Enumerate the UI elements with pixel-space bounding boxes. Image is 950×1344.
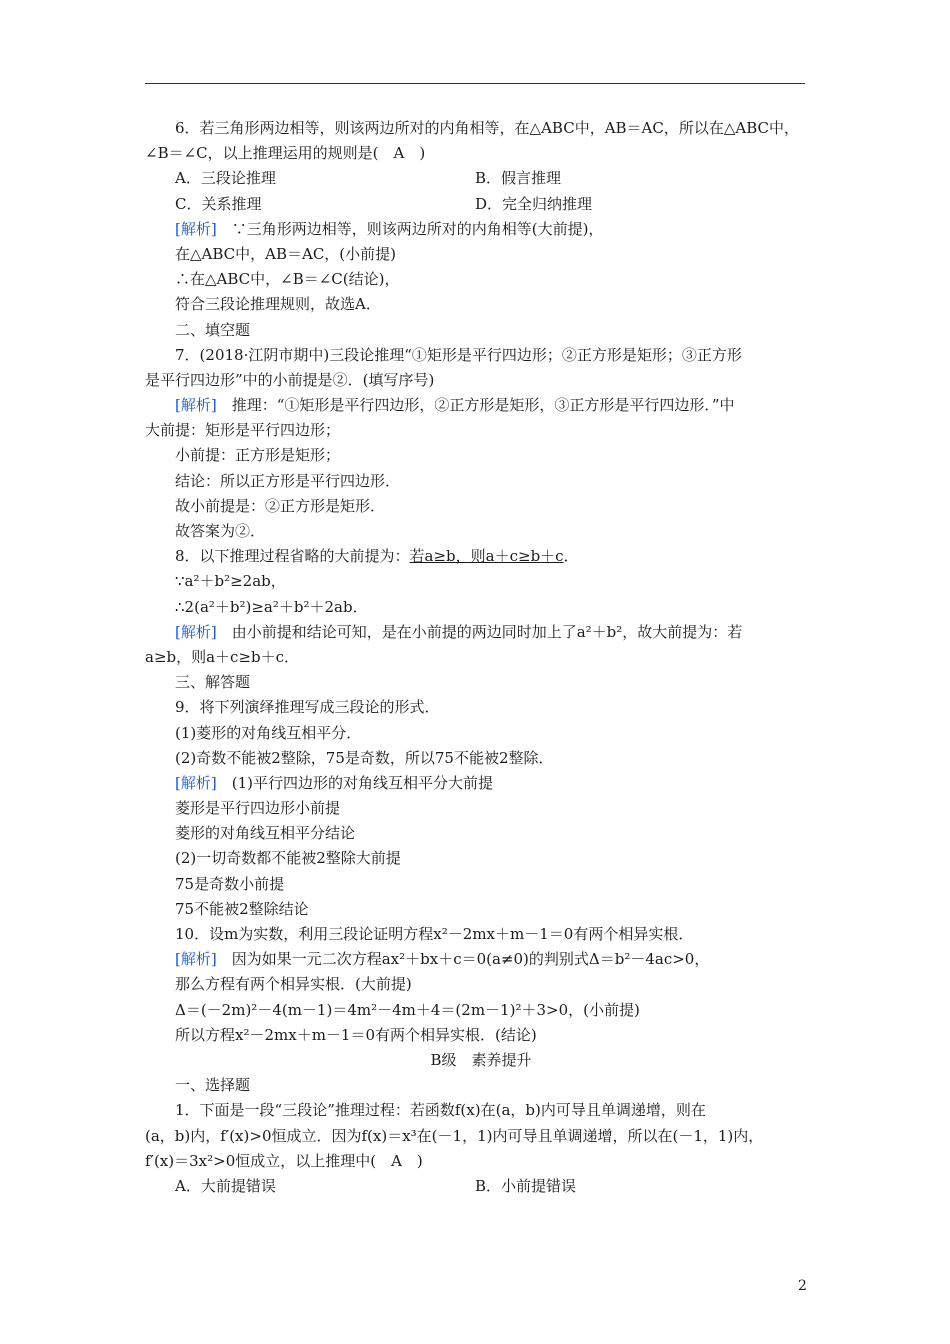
- q9-item1: (1)菱形的对角线互相平分．: [175, 723, 362, 742]
- q6-solution-line3: ∴在△ABC中，∠B＝∠C(结论)，: [175, 270, 400, 289]
- q10-solution-line1: [145, 947, 817, 972]
- qb1-stem-line2: (a，b)内，f′(x)>0恒成立．因为f(x)＝x³在(－1，1)内可导且单调递增，所以在(－1，1)内，: [145, 1126, 764, 1145]
- q8-solution-line1: [145, 620, 817, 645]
- q9-solution-line3: 菱形的对角线互相平分结论: [175, 824, 356, 843]
- q9-solution-line6: 75不能被2整除结论: [175, 899, 309, 918]
- analysis-tag: [解析]: [175, 950, 217, 969]
- q7-stem-line2: 是平行四边形”中的小前提是②．(填写序号): [145, 370, 435, 389]
- q7-stem-line1: 7．(2018·江阴市期中)三段论推理“①矩形是平行四边形；②正方形是矩形；③正方形: [175, 345, 742, 364]
- q8-line2: ∵a²＋b²≥2ab，: [175, 572, 286, 591]
- q6-stem-line2: ∠B＝∠C，以上推理运用的规则是( A ): [145, 144, 426, 163]
- qb1-option-b: B．小前提错误: [475, 1176, 577, 1195]
- q9-stem: 9．将下列演绎推理写成三段论的形式．: [175, 698, 440, 717]
- q6-option-c: C．关系推理: [175, 194, 262, 213]
- q8-solution-line2: a≥b，则a＋c≥b＋c．: [145, 647, 300, 666]
- analysis-tag: [解析]: [175, 396, 217, 415]
- q6-option-a: A．三段论推理: [175, 169, 276, 188]
- q9-solution-line2: 菱形是平行四边形小前提: [175, 799, 341, 818]
- q8-solution-text1: 由小前提和结论可知，是在小前提的两边同时加上了a²＋b²，故大前提为：若: [216, 622, 743, 641]
- q6-solution-text1: ∵三角形两边相等，则该两边所对的内角相等(大前提)，: [216, 219, 604, 238]
- q8-line3: ∴2(a²＋b²)≥a²＋b²＋2ab．: [175, 597, 368, 616]
- q7-solution-line2: 大前提：矩形是平行四边形；: [145, 421, 341, 440]
- q9-solution-text1: (1)平行四边形的对角线互相平分大前提: [216, 773, 493, 792]
- q10-solution-text1: 因为如果一元二次方程ax²＋bx＋c＝0(a≠0)的判别式Δ＝b²－4ac>0，: [216, 950, 710, 969]
- q10-solution-line3: Δ＝(－2m)²－4(m－1)＝4m²－4m＋4＝(2m－1)²＋3>0，(小前提): [175, 1000, 640, 1019]
- level-b-heading: B级 素养提升: [430, 1050, 532, 1069]
- q7-solution-line3: 小前提：正方形是矩形；: [175, 446, 341, 465]
- header-rule: [145, 83, 805, 84]
- q6-stem-line1: 6．若三角形两边相等，则该两边所对的内角相等，在△ABC中，AB＝AC，所以在△ABC中，: [175, 119, 800, 137]
- q7-solution-line1: [145, 393, 817, 418]
- analysis-tag: [解析]: [175, 773, 217, 792]
- q6-option-b: B．假言推理: [475, 169, 562, 188]
- page-number: 2: [798, 1278, 807, 1294]
- q10-solution-line4: 所以方程x²－2mx＋m－1＝0有两个相异实根．(结论): [175, 1025, 537, 1044]
- qb1-option-a: A．大前提错误: [175, 1176, 276, 1195]
- q9-solution-line1: [145, 771, 817, 796]
- q8-stem-suffix: ．: [563, 547, 579, 566]
- analysis-tag: [解析]: [175, 219, 217, 238]
- q7-solution-line5: 故小前提是：②正方形是矩形．: [175, 496, 386, 515]
- q9-solution-line5: 75是奇数小前提: [175, 874, 285, 893]
- q10-solution-line2: 那么方程有两个相异实根．(大前提): [175, 975, 412, 994]
- q6-option-d: D．完全归纳推理: [475, 194, 593, 213]
- q6-solution-line2: 在△ABC中，AB＝AC，(小前提): [175, 244, 397, 263]
- q7-solution-line4: 结论：所以正方形是平行四边形．: [175, 471, 401, 490]
- q8-stem-line1: [145, 544, 817, 569]
- q10-stem: 10．设m为实数，利用三段论证明方程x²－2mx＋m－1＝0有两个相异实根．: [175, 925, 694, 943]
- q8-stem-answer: 若a≥b，则a＋c≥b＋c: [409, 547, 564, 566]
- section-choice: 一、选择题: [175, 1076, 251, 1095]
- section-answer: 三、解答题: [175, 673, 251, 692]
- analysis-tag: [解析]: [175, 622, 217, 641]
- qb1-stem-line1: 1．下面是一段“三段论”推理过程：若函数f(x)在(a，b)内可导且单调递增，则在: [175, 1101, 706, 1120]
- section-fill-blank: 二、填空题: [175, 320, 251, 339]
- q6-options-row1: [145, 166, 817, 191]
- q7-solution-line6: 故答案为②．: [175, 522, 266, 540]
- q6-options-row2: [145, 192, 817, 217]
- q8-stem-prefix: 8．以下推理过程省略的大前提为：: [175, 547, 410, 566]
- qb1-stem-line3: f′(x)＝3x²>0恒成立，以上推理中( A ): [145, 1151, 423, 1170]
- q9-solution-line4: (2)一切奇数都不能被2整除大前提: [175, 849, 401, 868]
- q6-solution-line4: 符合三段论推理规则，故选A．: [175, 295, 381, 314]
- q9-item2: (2)奇数不能被2整除，75是奇数，所以75不能被2整除．: [175, 748, 554, 767]
- q6-solution-line1: [145, 217, 817, 242]
- q7-solution-text1: 推理：“①矩形是平行四边形，②正方形是矩形，③正方形是平行四边形．”中: [216, 396, 735, 415]
- qb1-options-row1: [145, 1174, 817, 1199]
- page-content: [145, 116, 817, 1199]
